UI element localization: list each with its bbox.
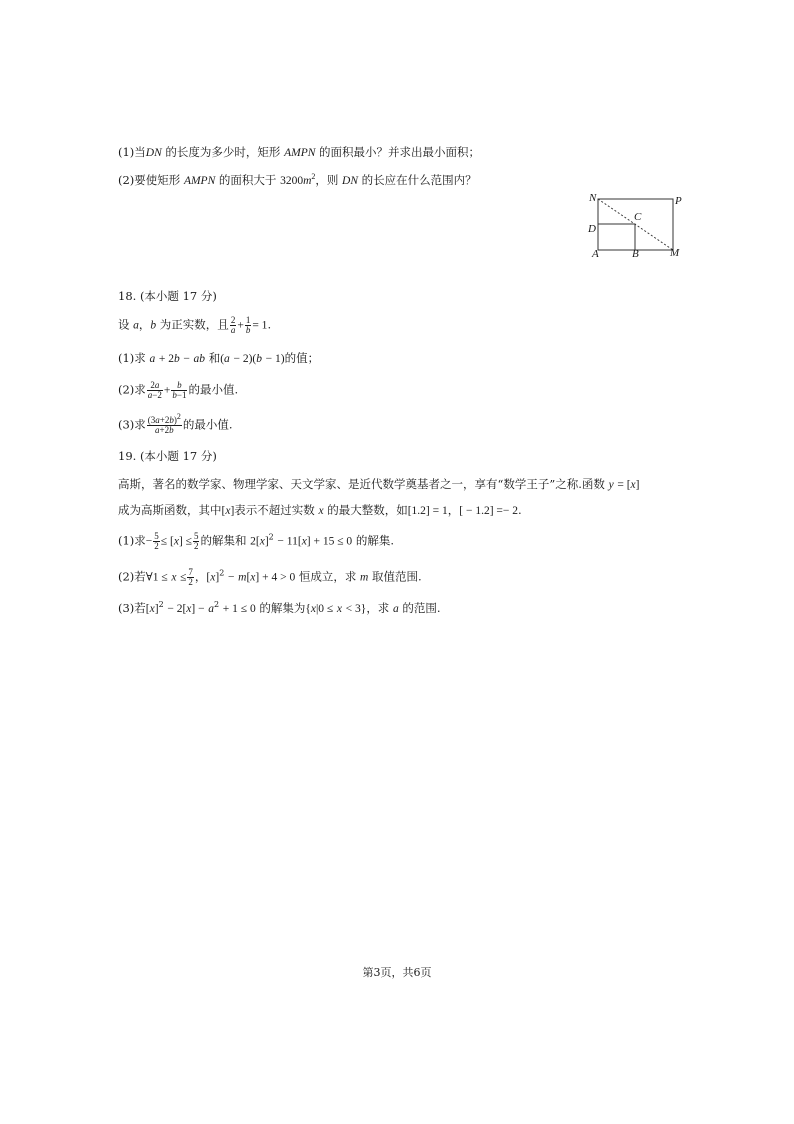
label-B: B [632, 248, 639, 260]
q18-header: 18. (本小题 17 分) [118, 289, 217, 303]
rectangle-figure [585, 188, 695, 263]
label-M: M [670, 247, 680, 259]
q18-part1: (1)求 a + 2b − ab 和(a − 2)(b − 1)的值； [118, 351, 320, 365]
q18-given: 设 a，b 为正实数，且 $\frac{2}{a}$ + $\frac{1}{b}$ = 1. [118, 315, 272, 335]
q17-part1: (1)当DN 的长度为多少时，矩形 AMPN 的面积最小？并求出最小面积； [118, 145, 481, 159]
q17-part2: (2)要使矩形 AMPN 的面积大于 $3200m^2$，则 DN 的长应在什么范围内？ [118, 172, 477, 187]
q19-part1: (1)求− $\frac{5}{2}$ ≤ [x] ≤ $\frac{5}{2}$ 的解集和 $2[x]^2 - 11[x] + 15 \le 0$ 的解集. [118, 531, 394, 551]
q18-part3: (3)求 $\frac{(3a+2b)^2}{a+2b}$ 的最小值. [118, 412, 233, 435]
q19-intro-1: 高斯，著名的数学家、物理学家、天文学家、是近代数学奠基者之一，享有“数学王子”之称.函数 y = [x] [118, 477, 640, 491]
q19-part2: (2)若∀1 ≤ x ≤ $\frac{7}{2}$ ，$[x]^2 - m[x] + 4 > 0$ 恒成立，求 m 取值范围. [118, 567, 422, 587]
label-N: N [589, 192, 597, 204]
page-footer: 第3页，共6页 [362, 966, 432, 979]
q19-part3: (3)若$[x]^2 - 2[x] - a^2 + 1 \le 0$ 的解集为{x|0 ≤ x < 3}，求 a 的范围. [118, 600, 441, 615]
q19-header: 19. (本小题 17 分) [118, 449, 217, 463]
q19-intro-2: 成为高斯函数，其中[x]表示不超过实数 x 的最大整数，如[1.2] = 1，[ − 1.2] =− 2. [118, 503, 522, 517]
label-C: C [634, 211, 642, 223]
q18-part2: (2)求 $\frac{2a}{a-2}$ + $\frac{b}{b-1}$ 的最小值. [118, 380, 239, 400]
label-A: A [592, 248, 599, 260]
label-P: P [675, 195, 682, 207]
label-D: D [588, 223, 596, 235]
